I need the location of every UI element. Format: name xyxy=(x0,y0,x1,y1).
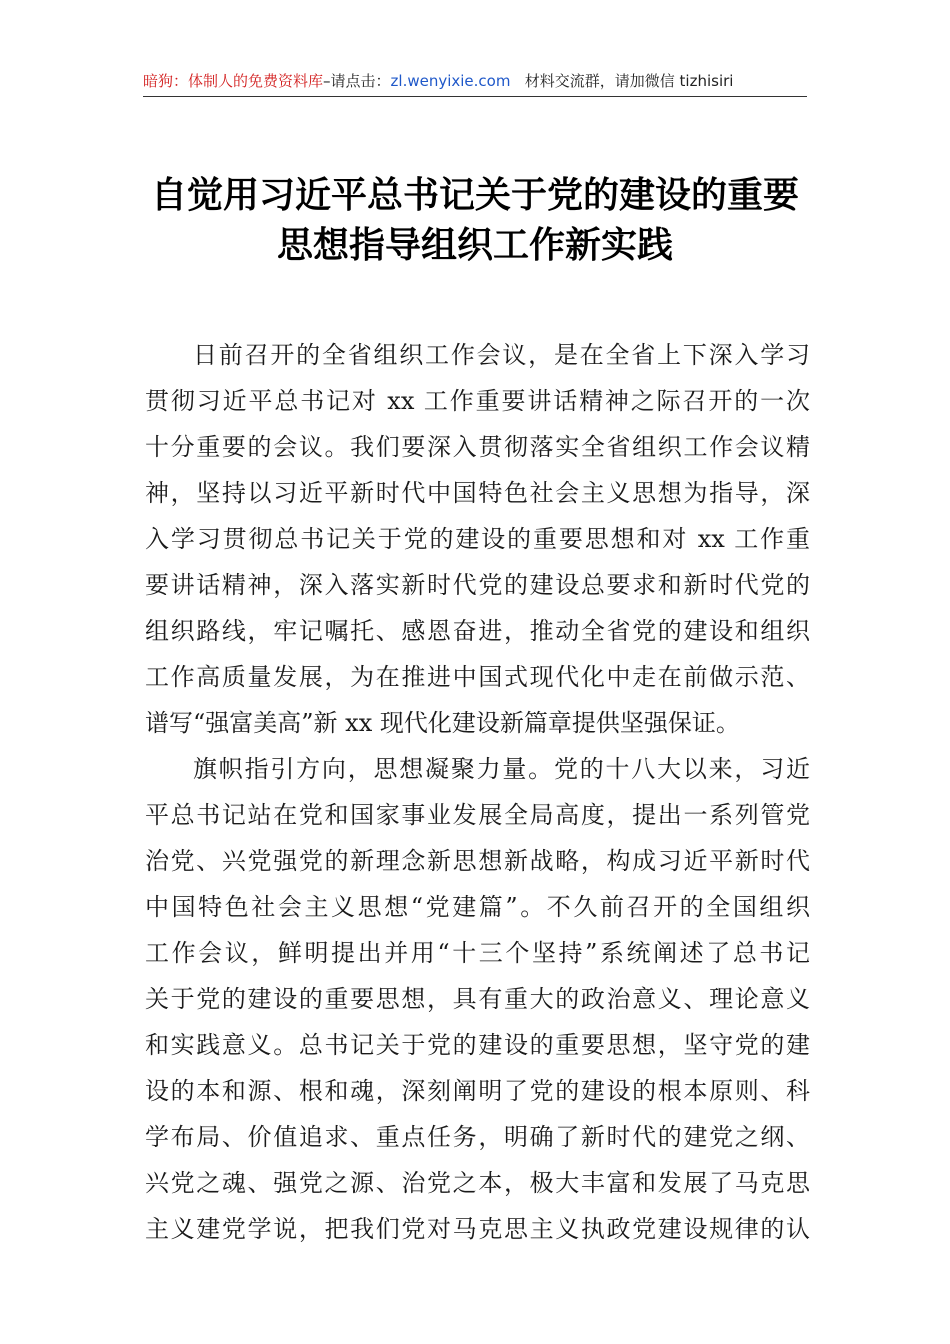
paragraph-line: 工作高质量发展，为在推进中国式现代化中走在前做示范、 xyxy=(145,663,810,691)
paragraph-line: 谱写“强富美高”新 xx 现代化建设新篇章提供坚强保证。 xyxy=(145,709,740,737)
paragraph-line: 学布局、价值追求、重点任务，明确了新时代的建党之纲、 xyxy=(145,1123,810,1151)
document-title xyxy=(120,170,830,270)
document-body xyxy=(145,332,810,1252)
header-divider xyxy=(143,96,807,97)
paragraph-line: 中国特色社会主义思想“党建篇”。不久前召开的全国组织 xyxy=(145,893,810,921)
title-line-1: 自觉用习近平总书记关于党的建设的重要 xyxy=(150,174,799,216)
paragraph-line: 平总书记站在党和国家事业发展全局高度，提出一系列管党 xyxy=(145,801,810,829)
paragraph-line: 旗帜指引方向，思想凝聚力量。党的十八大以来，习近 xyxy=(193,755,810,783)
paragraph-line: 要讲话精神，深入落实新时代党的建设总要求和新时代党的 xyxy=(145,571,810,599)
paragraph-line: 贯彻习近平总书记对 xx 工作重要讲话精神之际召开的一次 xyxy=(145,387,810,415)
header-link-label: –请点击： xyxy=(323,72,391,90)
title-line-2: 思想指导组织工作新实践 xyxy=(276,224,673,266)
paragraph-line: 主义建党学说，把我们党对马克思主义执政党建设规律的认 xyxy=(145,1215,810,1243)
header-group-text: 材料交流群，请加微信 tizhisiri xyxy=(524,72,734,90)
paragraph-line: 设的本和源、根和魂，深刻阐明了党的建设的根本原则、科 xyxy=(145,1077,810,1105)
header-prefix: 暗狗：体制人的免费资料库 xyxy=(143,72,324,90)
paragraph-line: 组织路线，牢记嘱托、感恩奋进，推动全省党的建设和组织 xyxy=(145,617,810,645)
paragraph-line: 入学习贯彻总书记关于党的建设的重要思想和对 xx 工作重 xyxy=(145,525,810,553)
paragraph-2 xyxy=(145,746,810,1252)
paragraph-line: 工作会议，鲜明提出并用“十三个坚持”系统阐述了总书记 xyxy=(145,939,810,967)
paragraph-line: 和实践意义。总书记关于党的建设的重要思想，坚守党的建 xyxy=(145,1031,810,1059)
paragraph-line: 兴党之魂、强党之源、治党之本，极大丰富和发展了马克思 xyxy=(145,1169,810,1197)
paragraph-line: 神，坚持以习近平新时代中国特色社会主义思想为指导，深 xyxy=(145,479,810,507)
paragraph-line: 十分重要的会议。我们要深入贯彻落实全省组织工作会议精 xyxy=(145,433,810,461)
header-link[interactable]: zl.wenyixie.com xyxy=(390,72,511,90)
paragraph-line: 治党、兴党强党的新理念新思想新战略，构成习近平新时代 xyxy=(145,847,810,875)
paragraph-1 xyxy=(145,332,810,746)
page-header xyxy=(143,66,807,96)
paragraph-line: 关于党的建设的重要思想，具有重大的政治意义、理论意义 xyxy=(145,985,810,1013)
paragraph-line: 日前召开的全省组织工作会议，是在全省上下深入学习 xyxy=(193,341,810,369)
